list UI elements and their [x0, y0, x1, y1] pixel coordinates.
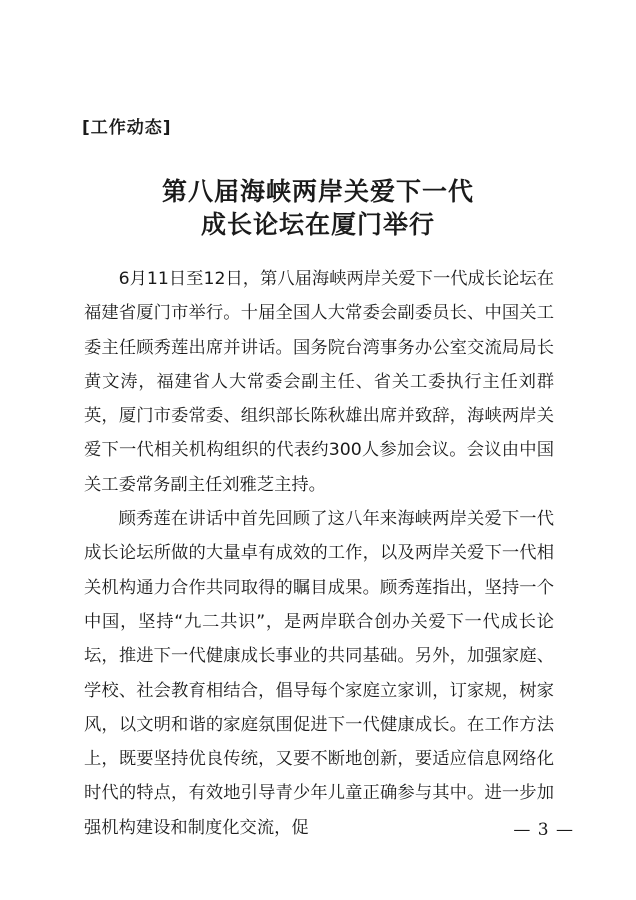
article-title-line-2: 成长论坛在厦门举行: [200, 210, 435, 239]
article-title-line-1: 第八届海峡两岸关爱下一代: [161, 177, 474, 206]
article-body: [84, 262, 554, 845]
paragraph-2: 顾秀莲在讲话中首先回顾了这八年来海峡两岸关爱下一代成长论坛所做的大量卓有成效的工作，以及两岸关爱下一代相关机构通力合作共同取得的瞩目成果。顾秀莲指出，坚持一个中国，坚持“九二共识”，是两岸联合创办关爱下一代成长论坛，推进下一代健康成长事业的共同基础。另外，加强家庭、学校、社会教育相结合，倡导每个家庭立家训，订家规，树家风，以文明和谐的家庭氛围促进下一代健康成长。在工作方法上，既要坚持优良传统，又要不断地创新，要适应信息网络化时代的特点，有效地引导青少年儿童正确参与其中。进一步加强机构建设和制度化交流，促: [84, 509, 554, 838]
page-number: — 3 —: [513, 820, 574, 840]
section-tag: [工作动态]: [82, 118, 172, 138]
paragraph-1: 6月11日至12日，第八届海峡两岸关爱下一代成长论坛在福建省厦门市举行。十届全国人大常委会副委员长、中国关工委主任顾秀莲出席并讲话。国务院台湾事务办公室交流局局长黄文涛，福建省人大常委会副主任、省关工委执行主任刘群英，厦门市委常委、组织部长陈秋雄出席并致辞，海峡两岸关爱下一代相关机构组织的代表约300人参加会议。会议由中国关工委常务副主任刘雅芝主持。: [84, 269, 554, 495]
